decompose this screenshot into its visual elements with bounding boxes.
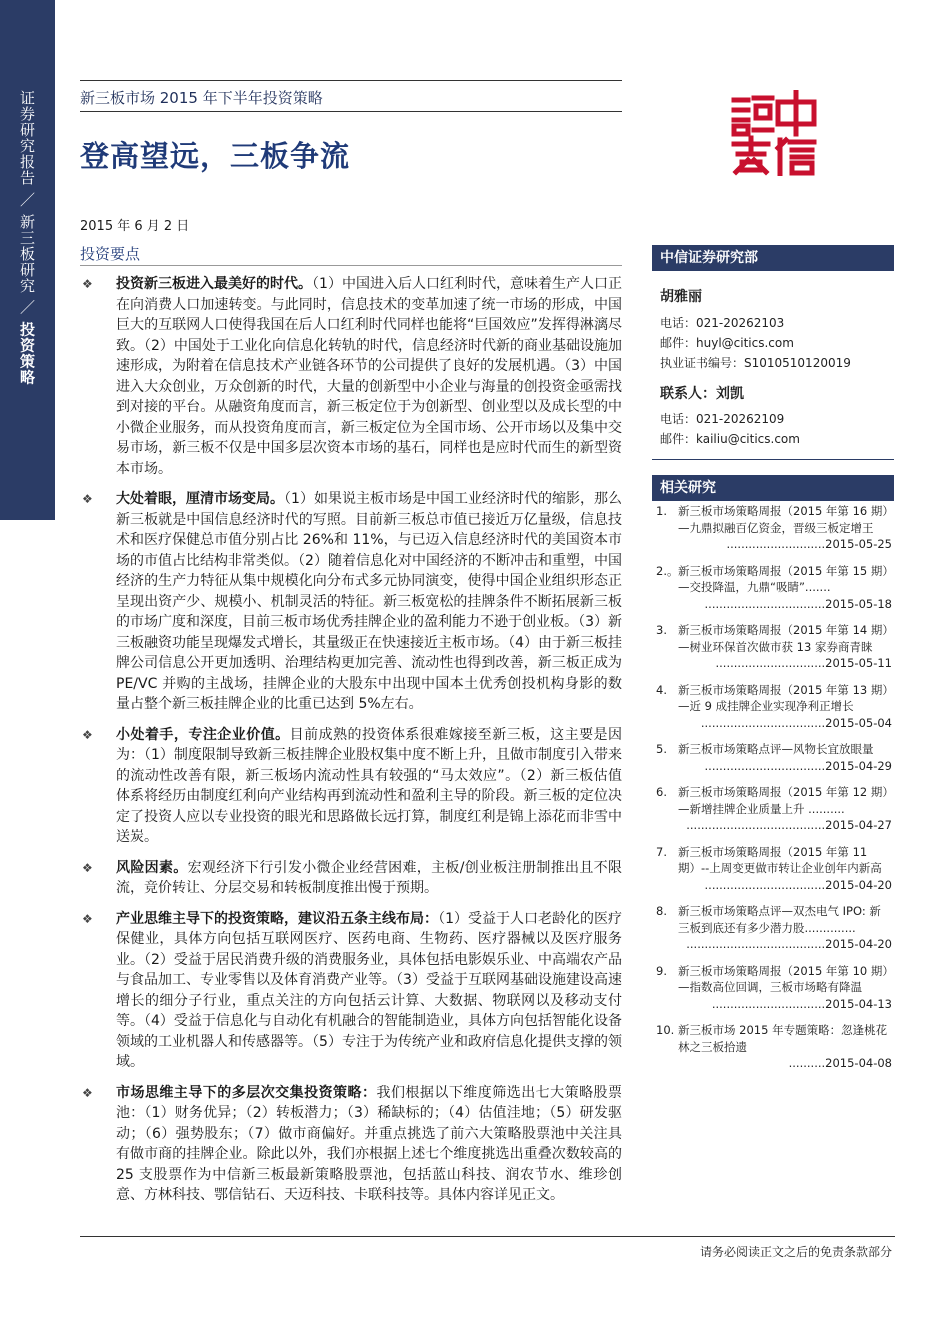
key-point-lead: 投资新三板进入最美好的时代。 bbox=[116, 276, 313, 292]
item-date: ..............................2015-05-11 bbox=[715, 656, 892, 670]
item-date: ......................................2015-04-20 bbox=[686, 937, 892, 951]
item-number: 9. bbox=[656, 963, 667, 978]
key-point-item bbox=[80, 274, 622, 479]
contact-email[interactable]: 邮件：kailiu@citics.com bbox=[660, 432, 800, 446]
key-point-item bbox=[80, 489, 622, 715]
diamond-bullet-icon: ❖ bbox=[82, 911, 93, 926]
item-date: .................................2015-04-20 bbox=[704, 877, 892, 892]
contact-person: 联系人：刘凯 bbox=[660, 386, 744, 402]
key-points-heading: 投资要点 bbox=[80, 245, 141, 263]
key-point-lead: 产业思维主导下的投资策略，建议沿五条主线布局： bbox=[116, 910, 439, 927]
related-research-list bbox=[656, 503, 892, 1082]
diamond-bullet-icon: ❖ bbox=[82, 492, 93, 506]
key-point-text: 目前成熟的投资体系很难嫁接至新三板，这主要是因为：（1）制度限制导致新三板挂牌企业股权集中度不断上升，且做市制度引入带来的流动性改善有限，新三板场内流动性具有较强的“马太效应”。（2）新三板估值体系将经历由制度红利向产业结构再到流动性和盈利主导的阶段。新三板的定位决定了投资人应以专业投资的眼光和思路做长远打算，制度红利是锦上添花而非雪中送炭。 bbox=[116, 726, 623, 845]
diamond-bullet-icon: ❖ bbox=[82, 1085, 93, 1100]
related-research-item[interactable] bbox=[656, 1022, 892, 1072]
item-date: ..................................2015-05-04 bbox=[700, 715, 892, 730]
item-date: .................................2015-05-18 bbox=[704, 596, 892, 611]
item-number: 3. bbox=[656, 623, 667, 637]
related-research-item[interactable] bbox=[656, 563, 892, 613]
related-research-item[interactable] bbox=[656, 503, 892, 553]
footer-rule bbox=[80, 1236, 895, 1237]
disclaimer-note: 请务必阅读正文之后的免责条款部分 bbox=[699, 1245, 892, 1259]
related-research-item[interactable] bbox=[656, 903, 892, 953]
related-research-item[interactable] bbox=[656, 622, 892, 672]
item-title: 新三板市场策略周报（2015 年第 14 期）—树业环保首次做市获 13 家券商青睐 bbox=[678, 623, 889, 654]
report-subtitle: 新三板市场 2015 年下半年投资策略 bbox=[80, 89, 323, 107]
key-point-text: 宏观经济下行引发小微企业经营困难，主板/创业板注册制推出且不限流，竞价转让、分层交易和转板制度推出慢于预期。 bbox=[116, 859, 623, 896]
key-point-item bbox=[80, 1083, 622, 1206]
item-date: ......................................2015-04-27 bbox=[686, 818, 892, 832]
item-date: ..........2015-04-08 bbox=[788, 1056, 892, 1070]
key-points-list bbox=[80, 274, 622, 1216]
related-research-item[interactable] bbox=[656, 682, 892, 732]
item-number: 4. bbox=[656, 682, 667, 697]
related-research-item[interactable] bbox=[656, 963, 892, 1013]
analyst-phone: 电话：021-20262103 bbox=[660, 316, 785, 330]
item-title: 新三板市场策略周报（2015 年第 15 期）—交投降温，九鼎“吸睛”....... bbox=[678, 563, 889, 594]
item-number: 10. bbox=[656, 1023, 675, 1037]
diamond-bullet-icon: ❖ bbox=[82, 277, 93, 291]
subtitle-top-rule bbox=[80, 80, 622, 81]
report-date: 2015 年 6 月 2 日 bbox=[80, 219, 190, 234]
item-title: 新三板市场策略周报（2015 年第 13 期）—近 9 成挂牌企业实现净利正增长 bbox=[678, 682, 889, 713]
key-point-text: （1）受益于人口老龄化的医疗保健业，具体方向包括互联网医疗、医药电商、生物药、医疗器械以及医疗服务业。（2）受益于居民消费升级的消费服务业，具体包括电影娱乐业、中高端农产品与食品加工、专业零售以及体育消费产业等。（3）受益于互联网基础设施建设高速增长的细分子行业，重点关注的方向包括云计算、大数据、物联网以及移动支付等。（4）受益于信息化与自动化有机融合的智能制造业，具体方向包括智能化设备领域的工业机器人和传感器等。（5）专注于为传统产业和政府信息化提供支撑的领域。 bbox=[116, 910, 622, 1070]
key-point-item bbox=[80, 725, 622, 848]
key-point-text: 我们根据以下维度筛选出七大策略股票池：（1）财务优异；（2）转板潜力；（3）稀缺标的；（4）估值洼地；（5）研发驱动；（6）强势股东；（7）做市商偏好。并重点挑选了前六大策略股票池中关注具有做市商的挂牌企业。除此以外，我们亦根据上述七个维度挑选出重叠次数较高的 25 支股票作为中信新三板最新策略股票池，包括蓝山科技、润农节水、维珍创意、方林科技、鄂信钻石、天迈科技、卡联科技等。具体内容详见正文。 bbox=[116, 1084, 623, 1203]
contact-panel-rule bbox=[652, 459, 894, 460]
section-rule bbox=[80, 265, 622, 266]
item-date: ...............................2015-04-13 bbox=[711, 996, 892, 1011]
sidebar-part-research: 新三板研究 bbox=[18, 213, 36, 294]
related-research-item[interactable] bbox=[656, 784, 892, 834]
contact-phone: 电话：021-20262109 bbox=[660, 412, 785, 426]
related-research-heading: 相关研究 bbox=[652, 475, 894, 501]
sidebar-part-report: 证券研究报告 bbox=[18, 90, 36, 186]
key-point-text: （1）如果说主板市场是中国工业经济时代的缩影，那么新三板就是中国信息经济时代的写照。目前新三板总市值已接近万亿量级，信息技术和医疗保健总市值分别占比 26%和 11%，与已迈入信息经济时代的美国资本市场的市值占比结构非常类似。（2）随着信息化对中国经济的不断冲击和重塑，中国经济的生产力特征从集中规模化向分布式多元协同演变，使得中国企业组织形态正呈现出资产少、规模小、机制灵活的特征。新三板宽松的挂牌条件不断拓展新三板的市场广度和深度，目前三板市场优秀挂牌企业的盈利能力不逊于创业板。（3）新三板融资功能呈现爆发式增长，其量级正在快速接近主板市场。（4）由于新三板挂牌公司信息公开更加透明、治理结构更加完善、流动性也得到改善，新三板正成为 PE/VC 并购的主战场，挂牌企业的大股东中出现中国本土优秀创投机构身影的数量占整个新三板挂牌企业的比重已达到 5%左右。 bbox=[116, 491, 622, 712]
item-date: .................................2015-04-29 bbox=[704, 758, 892, 773]
analyst-email[interactable]: 邮件：huyl@citics.com bbox=[660, 336, 794, 350]
citic-securities-logo bbox=[728, 90, 820, 176]
related-research-item[interactable] bbox=[656, 844, 892, 894]
item-title: 新三板市场策略周报（2015 年第 10 期）—指数高位回调，三板市场略有降温 bbox=[678, 963, 889, 994]
sidebar-part-strategy: 投资策略 bbox=[18, 321, 36, 386]
item-date: ...........................2015-05-25 bbox=[726, 537, 892, 551]
sidebar-separator-2: ／ bbox=[18, 299, 36, 316]
item-number: 6. bbox=[656, 785, 667, 799]
key-point-lead: 风险因素。 bbox=[116, 859, 188, 876]
related-research-item[interactable] bbox=[656, 741, 892, 774]
research-dept-heading: 中信证券研究部 bbox=[652, 245, 894, 271]
item-number: 7. bbox=[656, 844, 667, 859]
item-title: 新三板市场策略周报（2015 年第 12 期）—新增挂牌企业质量上升 .......... bbox=[678, 785, 889, 816]
item-number: 2.。 bbox=[656, 563, 679, 578]
item-number: 1. bbox=[656, 504, 667, 518]
key-point-lead: 小处着手，专注企业价值。 bbox=[116, 726, 290, 743]
item-number: 5. bbox=[656, 742, 667, 756]
left-sidebar-band bbox=[0, 0, 55, 520]
item-number: 8. bbox=[656, 904, 667, 918]
key-point-lead: 大处着眼，厘清市场变局。 bbox=[116, 491, 285, 507]
sidebar-label bbox=[12, 90, 42, 385]
diamond-bullet-icon: ❖ bbox=[82, 727, 93, 742]
analyst-name: 胡雅丽 bbox=[660, 289, 702, 305]
item-title: 新三板市场策略周报（2015 年第 11 期）--上周变更做市转让企业创年内新高 bbox=[678, 844, 882, 875]
item-title: 新三板市场策略周报（2015 年第 16 期）—九鼎拟融百亿资金，晋级三板定增王 bbox=[678, 504, 889, 535]
sidebar-separator-1: ／ bbox=[18, 191, 36, 208]
key-point-text: （1）中国进入后人口红利时代，意味着生产人口正在向消费人口加速转变。与此同时，信息技术的变革加速了统一市场的形成，中国巨大的互联网人口使得我国在后人口红利时代同样也能将“巨国效应”发挥得淋漓尽致。（2）中国处于工业化向信息化转轨的时代，信息经济时代新的商业基础设施加速形成，为附着在信息技术产业链各环节的公司提供了良好的发展机遇。（3）中国进入大众创业，万众创新的时代，大量的创新型中小企业与海量的创投资金亟需找到对接的平台。从融资角度而言，新三板定位于为创新型、创业型以及成长型的中小微企业服务，而从投资角度而言，新三板定位为全国市场、公开市场以及集中交易市场，新三板不仅是中国多层次资本市场的基石，同样也是应时代而生的新型资本市场。 bbox=[116, 276, 623, 477]
key-point-item bbox=[80, 858, 622, 899]
key-point-lead: 市场思维主导下的多层次交集投资策略： bbox=[116, 1084, 377, 1101]
item-title: 新三板市场策略点评—双杰电气 IPO: 新三板到底还有多少潜力股.............. bbox=[678, 904, 881, 935]
key-point-item bbox=[80, 909, 622, 1073]
analyst-cert: 执业证书编号：S1010510120019 bbox=[660, 356, 851, 370]
diamond-bullet-icon: ❖ bbox=[82, 860, 93, 875]
item-title: 新三板市场策略点评—风物长宜放眼量 bbox=[678, 742, 874, 756]
report-title: 登高望远，三板争流 bbox=[80, 139, 351, 173]
item-title: 新三板市场 2015 年专题策略：忽逢桃花林之三板拾遗 bbox=[678, 1023, 888, 1054]
subtitle-bottom-rule bbox=[80, 111, 622, 112]
